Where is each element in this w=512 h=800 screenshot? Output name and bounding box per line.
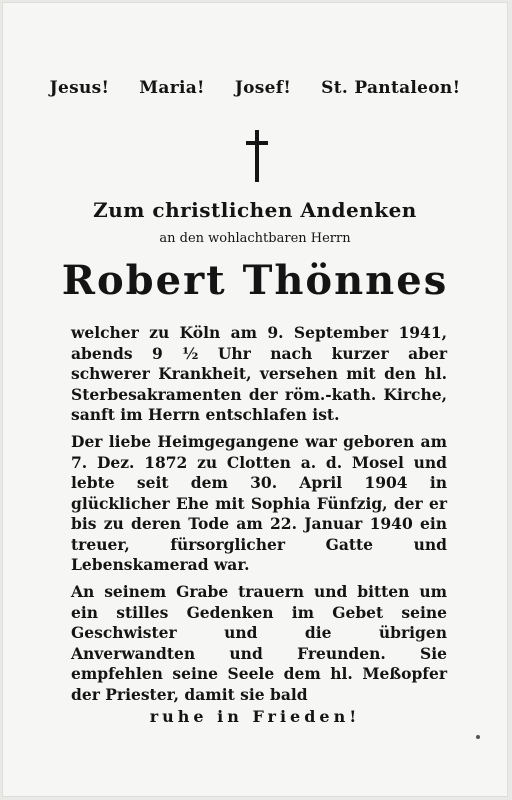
death-notice-paragraph: welcher zu Köln am 9. September 1941, abends 9 ½ Uhr nach kurzer aber schwerer Krankheit, versehen mit den hl. Sterbesakramenten der röm.-kath. Kirche, sanft im Herrn entschlafen ist. bbox=[71, 323, 447, 424]
invocation-jesus: Jesus! bbox=[49, 78, 110, 98]
deceased-name: Robert Thönnes bbox=[61, 257, 449, 304]
invocation-josef: Josef! bbox=[234, 78, 292, 98]
paper-speck bbox=[476, 735, 480, 739]
invocation-pantaleon: St. Pantaleon! bbox=[321, 78, 461, 98]
invocation-maria: Maria! bbox=[139, 78, 205, 98]
biography-paragraph: Der liebe Heimgegangene war geboren am 7. Dez. 1872 zu Clotten a. d. Mosel und lebte seit dem 30. April 1904 in glücklicher Ehe mit Sophia Fünfzig, der er bis zu deren Tode am 22. Januar 1940 ein treuer, fürsorglicher Gatte und Lebenskamerad war. bbox=[71, 432, 447, 574]
mourners-paragraph: An seinem Grabe trauern und bitten um ein stilles Gedenken im Gebet seine Geschwister und die übrigen Anverwandten und Freunden. Sie empfehlen seine Seele dem hl. Meßopfer der Priester, damit sie bald bbox=[71, 582, 447, 704]
cross-icon bbox=[246, 130, 268, 182]
invocation-line bbox=[2, 78, 508, 98]
memorial-heading: Zum christlichen Andenken bbox=[93, 198, 417, 222]
closing-blessing: ruhe in Frieden! bbox=[149, 707, 361, 726]
memorial-card bbox=[2, 2, 508, 797]
memorial-subheading: an den wohlachtbaren Herrn bbox=[159, 231, 351, 246]
